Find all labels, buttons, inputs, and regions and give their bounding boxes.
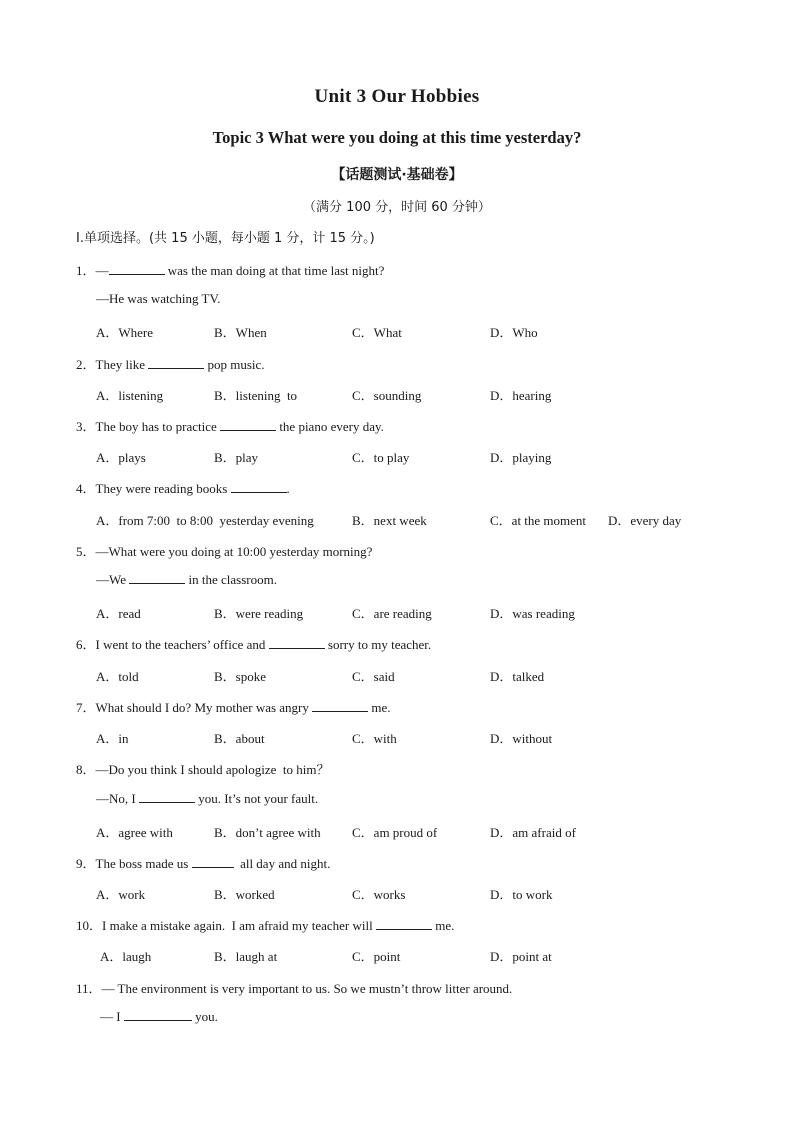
answer-blank <box>139 791 195 803</box>
option-c: C．works <box>352 887 406 902</box>
question-text: sorry to my teacher. <box>324 637 432 652</box>
option-c: C．said <box>352 669 395 684</box>
option-d: D．Who <box>490 325 538 340</box>
answer-blank <box>148 357 204 369</box>
answer-blank <box>192 856 234 868</box>
option-d: D．playing <box>490 450 552 465</box>
option-c: C．at the moment <box>490 513 587 528</box>
option-b: B．don’t agree with <box>214 825 321 840</box>
answer-blank <box>312 700 368 712</box>
option-b: B．When <box>214 325 267 340</box>
question-2 <box>76 354 265 373</box>
reply-text: you. It’s not your fault. <box>194 791 319 806</box>
answer-blank <box>376 918 432 930</box>
option-a: A．agree with <box>96 825 173 840</box>
answer-blank <box>231 481 287 493</box>
question-7 <box>76 697 391 716</box>
answer-blank <box>220 419 276 431</box>
question-text: —Do you think I should apologize to him？ <box>95 762 330 777</box>
question-text: The boy has to practice <box>95 419 221 434</box>
question-number: 9． <box>76 856 96 871</box>
option-b: B．about <box>214 731 265 746</box>
option-b: B．next week <box>352 513 427 528</box>
reply-text: —No, I <box>96 791 139 806</box>
option-b: B．worked <box>214 887 275 902</box>
option-a: A．read <box>96 606 141 621</box>
option-d: D．talked <box>490 669 545 684</box>
answer-blank <box>109 263 165 275</box>
option-d: D．point at <box>490 949 552 964</box>
question-text: They were reading books <box>95 481 231 496</box>
question-8-reply <box>96 791 318 807</box>
question-3 <box>76 416 384 435</box>
question-text: They like <box>95 357 149 372</box>
question-number: 1． <box>76 263 96 278</box>
question-text: pop music. <box>204 357 265 372</box>
option-d: D．without <box>490 731 553 746</box>
question-text: I went to the teachers’ office and <box>95 637 269 652</box>
question-11 <box>76 978 512 997</box>
option-c: C．point <box>352 949 401 964</box>
option-a: A．in <box>96 731 129 746</box>
page-title: Unit 3 Our Hobbies <box>314 86 480 107</box>
question-8 <box>76 759 330 778</box>
reply-text: you. <box>191 1009 218 1024</box>
topic-subtitle: Topic 3 What were you doing at this time yesterday? <box>212 128 582 147</box>
question-number: 11． <box>76 981 102 996</box>
option-a: A．work <box>96 887 146 902</box>
question-number: 4． <box>76 481 96 496</box>
reply-text: — I <box>100 1009 124 1024</box>
question-6 <box>76 634 431 653</box>
question-text: me. <box>368 700 391 715</box>
option-a: A．Where <box>96 325 154 340</box>
option-d: D．hearing <box>490 388 552 403</box>
question-number: 3． <box>76 419 96 434</box>
option-d: D．am afraid of <box>490 825 576 840</box>
option-a: A．laugh <box>100 949 152 964</box>
option-c: C．with <box>352 731 397 746</box>
question-1-reply: —He was watching TV. <box>96 291 221 306</box>
question-10 <box>76 915 454 934</box>
question-text: The boss made us <box>95 856 192 871</box>
reply-text: —We <box>96 572 130 587</box>
option-d: D．was reading <box>490 606 575 621</box>
question-5-reply <box>96 572 277 588</box>
option-d: D．to work <box>490 887 553 902</box>
question-number: 7． <box>76 700 96 715</box>
question-text: — The environment is very important to us. So we mustn’t throw litter around. <box>101 981 513 996</box>
option-a: A．from 7:00 to 8:00 yesterday evening <box>96 513 314 528</box>
question-number: 10． <box>76 918 103 933</box>
question-number: 8． <box>76 762 96 777</box>
option-c: C．am proud of <box>352 825 438 840</box>
score-note: （满分 100 分，时间 60 分钟） <box>303 200 491 215</box>
question-5 <box>76 541 372 560</box>
option-b: B．listening to <box>214 388 298 403</box>
question-4 <box>76 478 290 497</box>
question-number: 6． <box>76 637 96 652</box>
question-text: the piano every day. <box>276 419 384 434</box>
option-c: C．sounding <box>352 388 422 403</box>
option-c: C．What <box>352 325 402 340</box>
option-b: B．were reading <box>214 606 304 621</box>
question-text: What should I do? My mother was angry <box>95 700 313 715</box>
question-text: — <box>95 263 109 278</box>
section-heading: I.单项选择。(共 15 小题，每小题 1 分，计 15 分。) <box>76 231 375 246</box>
question-number: 5． <box>76 544 96 559</box>
option-b: B．play <box>214 450 259 465</box>
question-text: . <box>286 481 290 496</box>
question-11-reply <box>100 1009 218 1025</box>
option-a: A．listening <box>96 388 164 403</box>
option-d: D．every day <box>608 513 682 528</box>
option-a: A．told <box>96 669 139 684</box>
option-b: B．spoke <box>214 669 267 684</box>
question-text: I make a mistake again. I am afraid my teacher will <box>102 918 376 933</box>
option-b: B．laugh at <box>214 949 278 964</box>
question-number: 2． <box>76 357 96 372</box>
answer-blank <box>124 1009 192 1021</box>
question-text: was the man doing at that time last night? <box>164 263 385 278</box>
option-c: C．to play <box>352 450 410 465</box>
question-text: all day and night. <box>233 856 331 871</box>
test-tag: 【话题测试·基础卷】 <box>331 167 463 183</box>
option-c: C．are reading <box>352 606 432 621</box>
question-text: me. <box>431 918 455 933</box>
answer-blank <box>129 572 185 584</box>
question-9 <box>76 853 330 872</box>
reply-text: in the classroom. <box>185 572 277 587</box>
option-a: A．plays <box>96 450 146 465</box>
question-text: —What were you doing at 10:00 yesterday morning? <box>95 544 373 559</box>
question-1 <box>76 260 384 279</box>
answer-blank <box>269 637 325 649</box>
